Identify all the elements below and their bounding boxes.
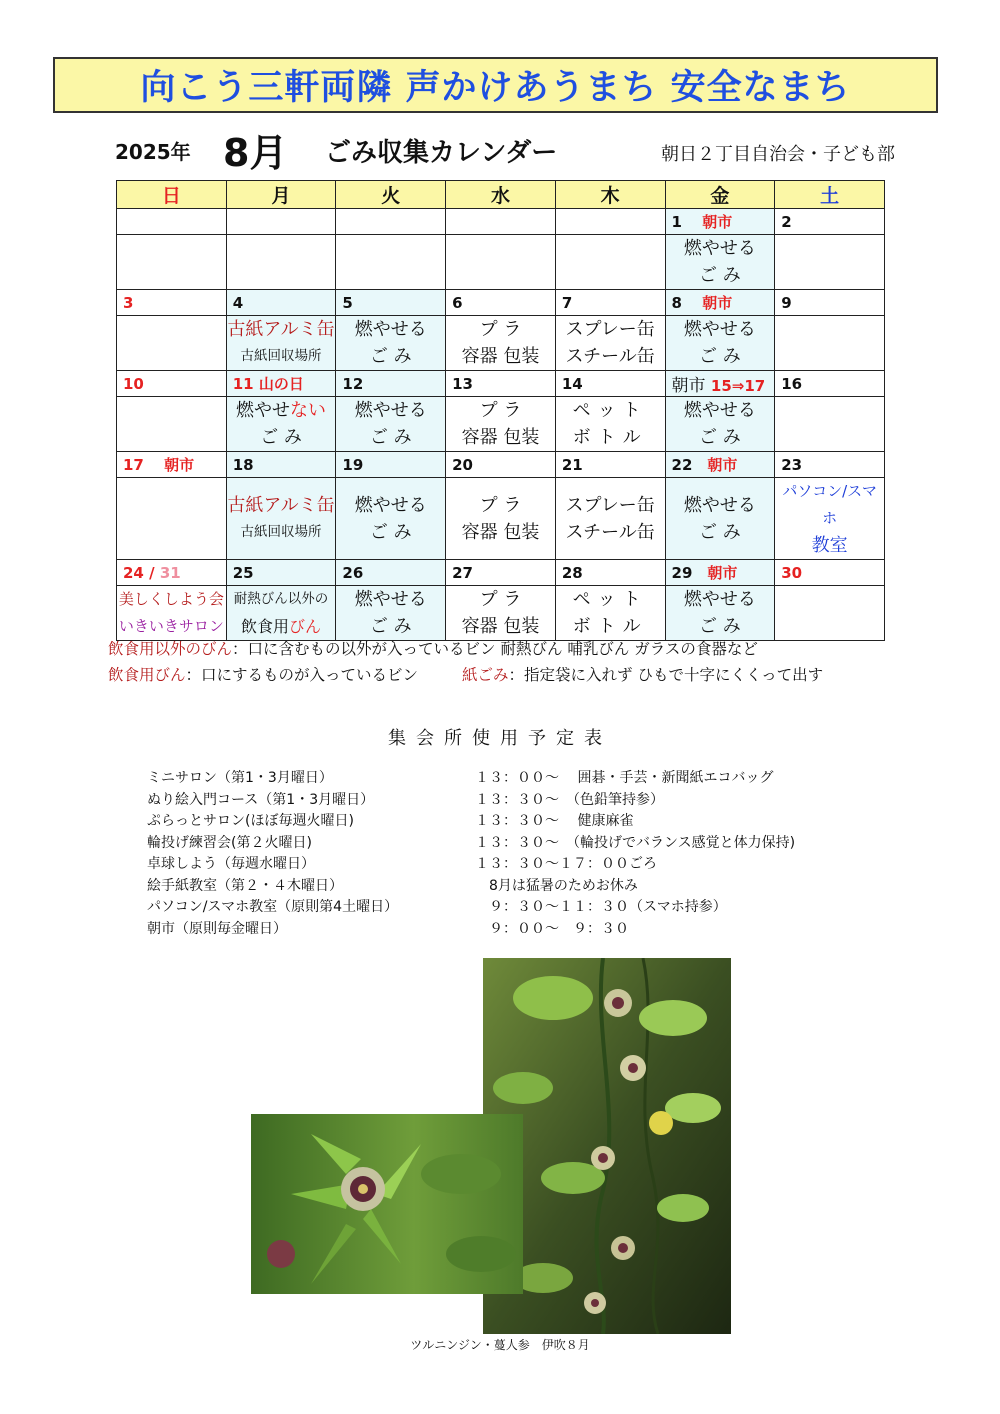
collection-type-sub: 容器 包装 bbox=[461, 521, 540, 543]
date-number: 1 bbox=[671, 213, 682, 231]
collection-type-sub: ご み bbox=[369, 616, 412, 637]
date-cell bbox=[226, 290, 336, 316]
schedule-row bbox=[147, 875, 847, 897]
date-cell bbox=[446, 452, 556, 478]
date-number: 22 bbox=[671, 456, 693, 474]
date-cell bbox=[336, 371, 446, 397]
collection-cell bbox=[446, 235, 556, 290]
market-dates: 15⇒17 bbox=[710, 377, 766, 395]
date-cell bbox=[446, 209, 556, 235]
schedule-time: １３：３０～１７：００ごろ bbox=[475, 856, 657, 872]
schedule-time: ９：００～ ９：３０ bbox=[475, 920, 629, 937]
date-number: 11 bbox=[232, 375, 254, 393]
note-text: ：口にするものが入っているビン bbox=[185, 666, 419, 684]
note-term: 飲食用以外のびん bbox=[108, 640, 233, 658]
collection-cell bbox=[555, 586, 665, 641]
collection-type: 燃やせ bbox=[236, 400, 291, 421]
collection-cell bbox=[775, 478, 885, 560]
collection-cell bbox=[336, 586, 446, 641]
holiday-label: 山の日 bbox=[258, 375, 304, 393]
date-number: 24 bbox=[123, 563, 144, 582]
date-cell bbox=[117, 290, 227, 316]
collection-type: プ ラ bbox=[479, 494, 522, 516]
date-cell bbox=[775, 209, 885, 235]
market-label: 朝市 bbox=[671, 376, 711, 396]
week4-dates bbox=[117, 452, 885, 478]
schedule-time: 8月は猛暑のためお休み bbox=[475, 877, 638, 894]
date-number: 26 bbox=[342, 563, 364, 582]
weekday-mon: 月 bbox=[226, 181, 336, 209]
date-number: 5 bbox=[342, 293, 353, 312]
weekday-tue: 火 bbox=[336, 181, 446, 209]
schedule-name: 絵手紙教室（第２・４木曜日） bbox=[147, 877, 343, 894]
date-cell bbox=[226, 209, 336, 235]
garbage-calendar-table bbox=[116, 180, 885, 641]
weekday-sat: 土 bbox=[775, 181, 885, 209]
collection-cell bbox=[665, 397, 775, 452]
note-term: 飲食用びん bbox=[108, 666, 186, 684]
collection-cell bbox=[117, 478, 227, 560]
note-text: ：指定袋に入れず ひもで十字にくくって出す bbox=[508, 666, 824, 684]
date-cell: 24 / 31 bbox=[117, 560, 227, 586]
date-number: 23 bbox=[781, 455, 803, 474]
slogan-banner bbox=[53, 57, 938, 113]
date-number: 6 bbox=[452, 293, 463, 312]
date-cell bbox=[226, 371, 336, 397]
schedule-name: 輪投げ練習会(第２火曜日) bbox=[147, 834, 312, 851]
collection-type-sub: ご み bbox=[260, 427, 302, 448]
collection-cell bbox=[226, 586, 336, 641]
date-number: 17 bbox=[123, 456, 144, 474]
collection-type: 燃やせる bbox=[354, 589, 427, 610]
date-cell bbox=[226, 560, 336, 586]
date-cell bbox=[555, 290, 665, 316]
schedule-time: ９：３０～１１：３０（スマホ持参） bbox=[475, 899, 727, 915]
collection-cell bbox=[775, 586, 885, 641]
collection-cell bbox=[336, 397, 446, 452]
collection-cell bbox=[555, 397, 665, 452]
weekday-wed: 水 bbox=[446, 181, 556, 209]
collection-type-sub: ご み bbox=[699, 521, 741, 543]
collection-not-label: ない bbox=[290, 400, 327, 421]
weekday-sun: 日 bbox=[117, 181, 227, 209]
date-cell bbox=[117, 209, 227, 235]
week1-dates bbox=[117, 209, 885, 235]
collection-type: 燃やせる bbox=[683, 400, 756, 421]
week1-collection bbox=[117, 235, 885, 290]
schedule-name: ぬり絵入門コース（第1・3月曜日） bbox=[147, 791, 375, 808]
collection-type-sub: ボトル bbox=[572, 427, 648, 448]
date-cell bbox=[446, 371, 556, 397]
collection-type: プ ラ bbox=[479, 400, 522, 421]
schedule-list bbox=[147, 767, 847, 939]
note-text: ：口に含むもの以外が入っているビン 耐熱びん 哺乳びん ガラスの食器など bbox=[232, 640, 758, 658]
date-cell bbox=[775, 290, 885, 316]
date-number: 19 bbox=[342, 455, 364, 474]
date-number: 3 bbox=[123, 293, 134, 312]
collection-cell bbox=[336, 478, 446, 560]
collection-cell bbox=[226, 316, 336, 371]
collection-cell bbox=[226, 397, 336, 452]
collection-cell bbox=[446, 586, 556, 641]
note-line-2 bbox=[108, 662, 908, 688]
collection-type: 燃やせる bbox=[354, 319, 427, 340]
collection-type: 燃やせる bbox=[354, 400, 427, 421]
collection-type: 燃やせる bbox=[683, 238, 756, 259]
schedule-row bbox=[147, 896, 847, 918]
collection-cell bbox=[226, 478, 336, 560]
week5-dates bbox=[117, 560, 885, 586]
date-cell bbox=[665, 209, 775, 235]
collection-type: 古紙アルミ缶 bbox=[227, 319, 335, 340]
collection-cell bbox=[117, 316, 227, 371]
schedule-row bbox=[147, 789, 847, 811]
collection-cell bbox=[117, 586, 227, 641]
collection-type: 古紙アルミ缶 bbox=[227, 494, 335, 516]
date-cell bbox=[117, 371, 227, 397]
collection-type: 耐熱びん以外の bbox=[233, 591, 329, 607]
collection-type: スプレー缶 bbox=[565, 319, 655, 340]
collection-type-sub: ボトル bbox=[572, 616, 648, 637]
date-cell bbox=[336, 560, 446, 586]
date-cell bbox=[446, 290, 556, 316]
collection-cell bbox=[555, 478, 665, 560]
date-cell bbox=[555, 452, 665, 478]
note-line-1 bbox=[108, 636, 908, 662]
weekday-thu: 木 bbox=[555, 181, 665, 209]
market-label: 朝市 bbox=[164, 456, 195, 474]
collection-type: 燃やせる bbox=[683, 319, 756, 340]
week4-collection bbox=[117, 478, 885, 560]
event-label-sub: 教室 bbox=[811, 535, 848, 556]
date-cell bbox=[336, 209, 446, 235]
date-number: 7 bbox=[561, 293, 573, 312]
collection-cell bbox=[446, 316, 556, 371]
date-cell bbox=[226, 452, 336, 478]
collection-type: ペット bbox=[572, 589, 648, 610]
week3-collection bbox=[117, 397, 885, 452]
date-cell bbox=[665, 371, 775, 397]
date-number: 18 bbox=[232, 455, 254, 474]
year-label: 2025年 bbox=[115, 140, 191, 164]
schedule-name: 卓球しよう（毎週水曜日） bbox=[147, 856, 315, 872]
date-number: 29 bbox=[671, 564, 693, 582]
collection-cell bbox=[117, 235, 227, 290]
week2-collection bbox=[117, 316, 885, 371]
date-cell bbox=[117, 452, 227, 478]
week3-dates bbox=[117, 371, 885, 397]
date-number: 20 bbox=[452, 455, 473, 474]
schedule-time: １３：００～ 囲碁・手芸・新聞紙エコバッグ bbox=[475, 770, 774, 786]
date-number: 30 bbox=[781, 563, 803, 582]
date-cell bbox=[775, 371, 885, 397]
collection-cell bbox=[446, 478, 556, 560]
collection-type-sub: ご み bbox=[699, 427, 741, 448]
weekday-fri: 金 bbox=[665, 181, 775, 209]
collection-type: ペット bbox=[572, 400, 648, 421]
date-cell bbox=[555, 371, 665, 397]
collection-type-sub: 古紙回収場所 bbox=[240, 348, 322, 364]
bin-label: びん bbox=[289, 617, 322, 636]
notes-section bbox=[108, 636, 908, 688]
collection-type-sub: スチール缶 bbox=[565, 346, 655, 367]
collection-type-sub: 容器 包装 bbox=[461, 346, 540, 367]
date-number: 28 bbox=[561, 563, 583, 582]
collection-cell bbox=[336, 235, 446, 290]
collection-type-sub: ご み bbox=[369, 427, 412, 448]
collection-type: プ ラ bbox=[479, 319, 522, 340]
collection-cell bbox=[555, 316, 665, 371]
schedule-row bbox=[147, 832, 847, 854]
collection-cell bbox=[665, 478, 775, 560]
market-label: 朝市 bbox=[707, 564, 738, 582]
week5-collection bbox=[117, 586, 885, 641]
schedule-name: パソコン/スマホ教室（原則第4土曜日） bbox=[147, 899, 399, 915]
market-label: 朝市 bbox=[702, 213, 733, 231]
market-label: 朝市 bbox=[707, 456, 738, 474]
date-cell bbox=[775, 452, 885, 478]
collection-type: 燃やせる bbox=[683, 494, 756, 516]
event-label-sub: いきいきサロン bbox=[118, 617, 224, 635]
weekday-header-row bbox=[117, 181, 885, 209]
schedule-title: 集会所使用予定表 bbox=[388, 728, 612, 749]
collection-type-sub: ご み bbox=[369, 346, 412, 367]
calendar-heading bbox=[115, 120, 895, 175]
schedule-time: １３：３０～ （色鉛筆持参） bbox=[475, 791, 664, 808]
date-cell bbox=[446, 560, 556, 586]
collection-type: 燃やせる bbox=[683, 589, 756, 610]
date-number: 9 bbox=[781, 293, 792, 312]
collection-type-sub: ご み bbox=[369, 521, 412, 543]
schedule-time: １３：３０～ （輪投げでバランス感覚と体力保持) bbox=[475, 834, 796, 851]
collection-type-sub: 容器 包装 bbox=[461, 427, 540, 448]
collection-cell bbox=[665, 586, 775, 641]
collection-cell bbox=[775, 397, 885, 452]
date-number: 14 bbox=[561, 374, 583, 393]
date-number: 16 bbox=[781, 374, 803, 393]
collection-type-sub: 古紙回収場所 bbox=[240, 523, 322, 540]
calendar-title: ごみ収集カレンダー bbox=[325, 138, 558, 168]
collection-cell bbox=[446, 397, 556, 452]
schedule-time: １３：３０～ 健康麻雀 bbox=[475, 813, 634, 829]
market-label: 朝市 bbox=[702, 294, 733, 312]
date-number: 13 bbox=[452, 374, 473, 393]
date-cell bbox=[775, 560, 885, 586]
collection-type-sub: 飲食用 bbox=[241, 617, 290, 636]
collection-type-sub: ご み bbox=[699, 346, 741, 367]
schedule-row bbox=[147, 918, 847, 940]
collection-type-sub: ご み bbox=[699, 265, 741, 286]
collection-type-sub: 容器 包装 bbox=[461, 616, 540, 637]
date-cell bbox=[555, 209, 665, 235]
collection-cell bbox=[665, 235, 775, 290]
collection-cell bbox=[775, 316, 885, 371]
photo-caption: ツルニンジン・蔓人参 伊吹８月 bbox=[410, 1338, 590, 1352]
date-cell bbox=[665, 452, 775, 478]
collection-cell bbox=[775, 235, 885, 290]
date-number: 25 bbox=[232, 563, 254, 582]
schedule-name: ぷらっとサロン(ほぼ毎週火曜日) bbox=[147, 813, 354, 829]
collection-cell bbox=[665, 316, 775, 371]
collection-type: 燃やせる bbox=[354, 494, 427, 516]
date-number: 2 bbox=[781, 212, 792, 231]
date-number: 27 bbox=[452, 563, 473, 582]
event-label: パソコン/スマホ bbox=[782, 482, 877, 527]
slogan-text: 向こう三軒両隣 声かけあうまち 安全なまち bbox=[140, 68, 851, 108]
collection-type-sub: ご み bbox=[699, 616, 741, 637]
collection-type: プ ラ bbox=[479, 589, 522, 610]
collection-cell bbox=[336, 316, 446, 371]
schedule-name: ミニサロン（第1・3月曜日） bbox=[147, 770, 333, 786]
organization-name: 朝日２丁目自治会・子ども部 bbox=[661, 144, 895, 165]
date-number: 8 bbox=[671, 294, 682, 312]
week2-dates bbox=[117, 290, 885, 316]
collection-cell bbox=[555, 235, 665, 290]
date-number: 10 bbox=[123, 374, 144, 393]
event-label: 美しくしよう会 bbox=[118, 590, 224, 608]
date-number-31: 31 bbox=[159, 563, 181, 582]
collection-type-sub: スチール缶 bbox=[565, 521, 655, 543]
date-number: 4 bbox=[232, 293, 244, 312]
collection-type: スプレー缶 bbox=[565, 494, 655, 516]
collection-cell bbox=[226, 235, 336, 290]
date-cell bbox=[555, 560, 665, 586]
date-cell bbox=[336, 452, 446, 478]
schedule-row bbox=[147, 810, 847, 832]
collection-cell bbox=[117, 397, 227, 452]
date-number: 21 bbox=[561, 455, 583, 474]
month-label: 8月 bbox=[223, 131, 288, 175]
date-cell bbox=[336, 290, 446, 316]
note-term: 紙ごみ bbox=[462, 666, 509, 684]
schedule-row bbox=[147, 767, 847, 789]
schedule-row bbox=[147, 853, 847, 875]
date-cell bbox=[665, 560, 775, 586]
flower-closeup-photo bbox=[251, 1114, 523, 1294]
date-number: 12 bbox=[342, 374, 364, 393]
schedule-name: 朝市（原則毎金曜日） bbox=[147, 920, 287, 937]
date-cell bbox=[665, 290, 775, 316]
